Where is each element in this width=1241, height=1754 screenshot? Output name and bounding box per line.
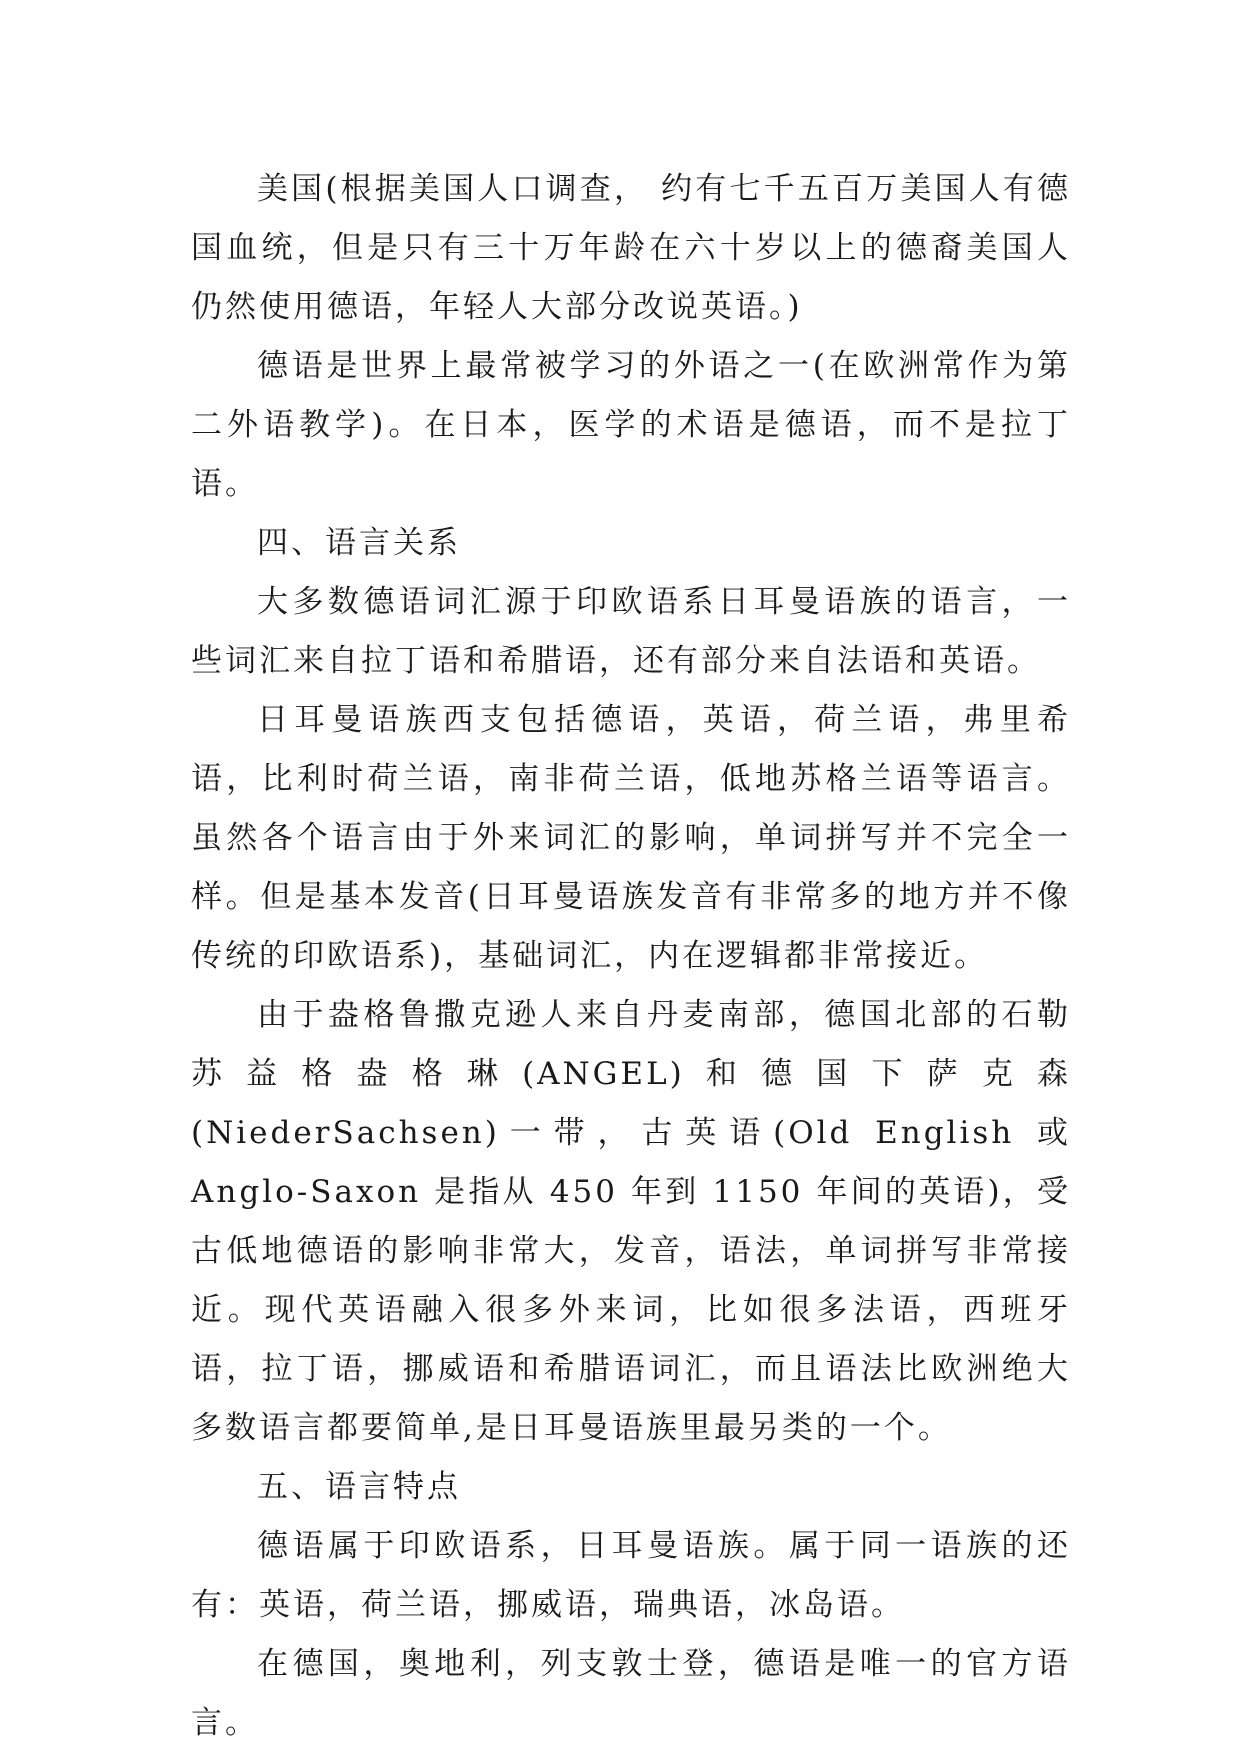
paragraph-language-family: 德语属于印欧语系，日耳曼语族。属于同一语族的还有：英语，荷兰语，挪威语，瑞典语，冰岛语。 [191,1528,1071,1623]
paragraph-official-language: 在德国，奥地利，列支敦士登，德语是唯一的官方语言。 [191,1646,1071,1741]
paragraph-vocabulary-origins: 大多数德语词汇源于印欧语系日耳曼语族的语言，一些词汇来自拉丁语和希腊语，还有部分来自法语和英语。 [191,584,1071,679]
paragraph-us-german-heritage: 美国(根据美国人口调查， 约有七千五百万美国人有德国血统，但是只有三十万年龄在六十岁以上的德裔美国人仍然使用德语，年轻人大部分改说英语。) [191,171,1071,325]
section-heading-language-relations: 四、语言关系 [257,525,461,561]
section-heading-language-features: 五、语言特点 [257,1469,461,1505]
paragraph-foreign-language-study: 德语是世界上最常被学习的外语之一(在欧洲常作为第二外语教学)。在日本，医学的术语是德语，而不是拉丁语。 [191,348,1071,502]
paragraph-old-english: 由于盎格鲁撒克逊人来自丹麦南部，德国北部的石勒苏益格盎格琳(ANGEL)和德国下萨克森(NiederSachsen)一带，古英语(Old English 或 Anglo-Saxon 是指从 450 年到 1150 年间的英语)，受古低地德语的影响非常大，发音，语法，单词拼写非常接近。现代英语融入很多外来词，比如很多法语，西班牙语，拉丁语，挪威语和希腊语词汇，而且语法比欧洲绝大多数语言都要简单,是日耳曼语族里最另类的一个。 [191,997,1071,1446]
paragraph-west-germanic-languages: 日耳曼语族西支包括德语，英语，荷兰语，弗里希语，比利时荷兰语，南非荷兰语，低地苏格兰语等语言。虽然各个语言由于外来词汇的影响，单词拼写并不完全一样。但是基本发音(日耳曼语族发音有非常多的地方并不像传统的印欧语系)，基础词汇，内在逻辑都非常接近。 [191,702,1071,974]
document-body [191,160,1071,1753]
